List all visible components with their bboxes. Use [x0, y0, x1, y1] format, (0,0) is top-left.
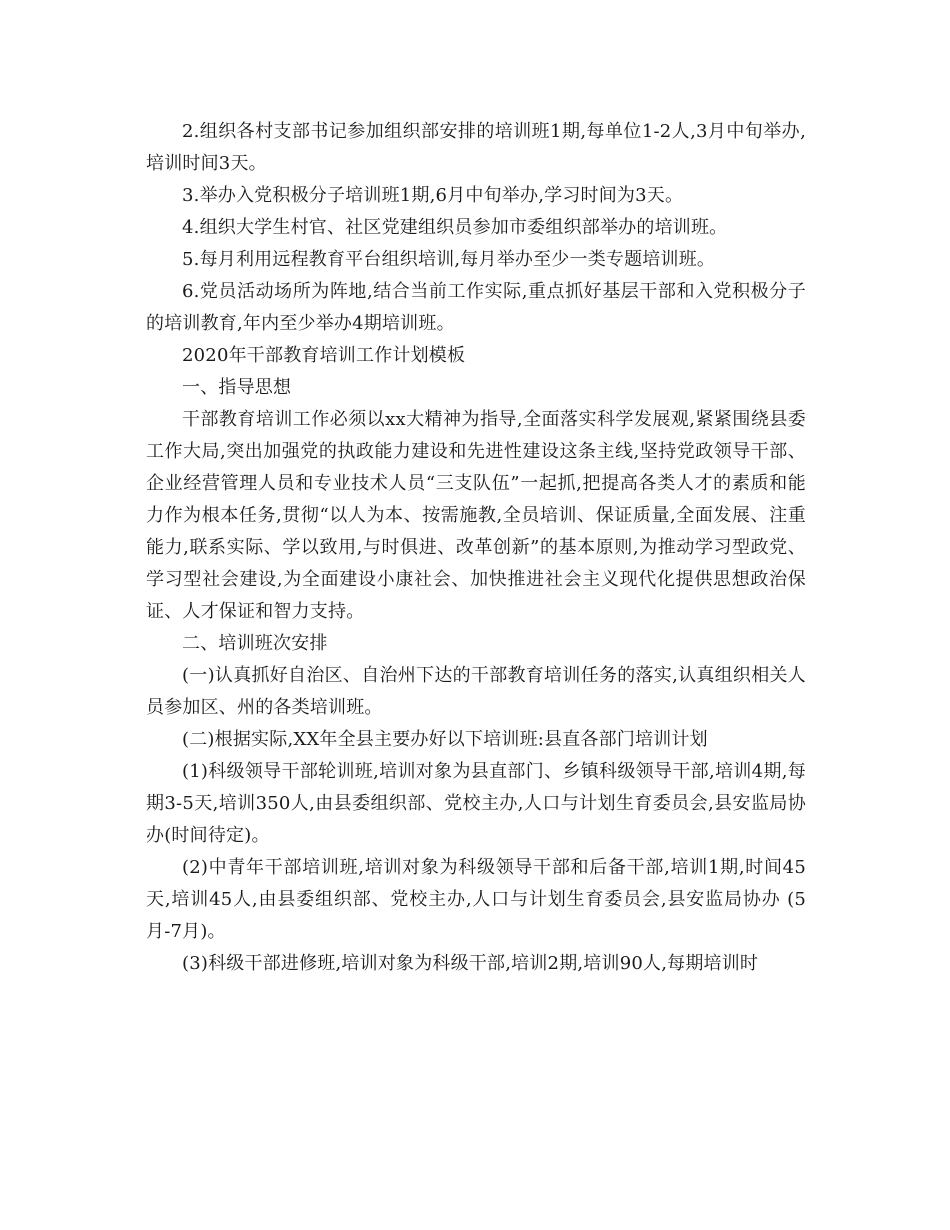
paragraph: 干部教育培训工作必须以xx大精神为指导,全面落实科学发展观,紧紧围绕县委工作大局,突出加强党的执政能力建设和先进性建设这条主线,坚持党政领导干部、企业经营管理人员和专业技术人员“三支队伍”一起抓,把提高各类人才的素质和能力作为根本任务,贯彻“以人为本、按需施教,全员培训、保证质量,全面发展、注重能力,联系实际、学以致用,与时俱进、改革创新”的基本原则,为推动学习型政党、学习型社会建设,为全面建设小康社会、加快推进社会主义现代化提供思想政治保证、人才保证和智力支持。 [146, 409, 806, 622]
section-heading: 二、培训班次安排 [182, 633, 328, 654]
document-body [146, 116, 806, 980]
paragraph: (一)认真抓好自治区、自治州下达的干部教育培训任务的落实,认真组织相关人员参加区、州的各类培训班。 [146, 665, 806, 718]
section-heading: 一、指导思想 [182, 377, 292, 398]
paragraph: (2)中青年干部培训班,培训对象为科级领导干部和后备干部,培训1期,时间45天,培训45人,由县委组织部、党校主办,人口与计划生育委员会,县安监局协办 (5月-7月)。 [146, 857, 806, 942]
paragraph: 3.举办入党积极分子培训班1期,6月中旬举办,学习时间为3天。 [182, 185, 684, 206]
paragraph: 2.组织各村支部书记参加组织部安排的培训班1期,每单位1-2人,3月中旬举办,培训时间3天。 [146, 121, 806, 174]
paragraph: (二)根据实际,XX年全县主要办好以下培训班:县直各部门培训计划 [182, 729, 708, 750]
paragraph: 4.组织大学生村官、社区党建组织员参加市委组织部举办的培训班。 [182, 217, 728, 238]
paragraph: (3)科级干部进修班,培训对象为科级干部,培训2期,培训90人,每期培训时 [182, 953, 759, 974]
paragraph: 5.每月利用远程教育平台组织培训,每月举办至少一类专题培训班。 [182, 249, 716, 270]
paragraph: 6.党员活动场所为阵地,结合当前工作实际,重点抓好基层干部和入党积极分子的培训教育,年内至少举办4期培训班。 [146, 281, 806, 334]
section-title: 2020年干部教育培训工作计划模板 [182, 345, 466, 366]
paragraph: (1)科级领导干部轮训班,培训对象为县直部门、乡镇科级领导干部,培训4期,每期3-5天,培训350人,由县委组织部、党校主办,人口与计划生育委员会,县安监局协办(时间待定)。 [146, 761, 806, 846]
